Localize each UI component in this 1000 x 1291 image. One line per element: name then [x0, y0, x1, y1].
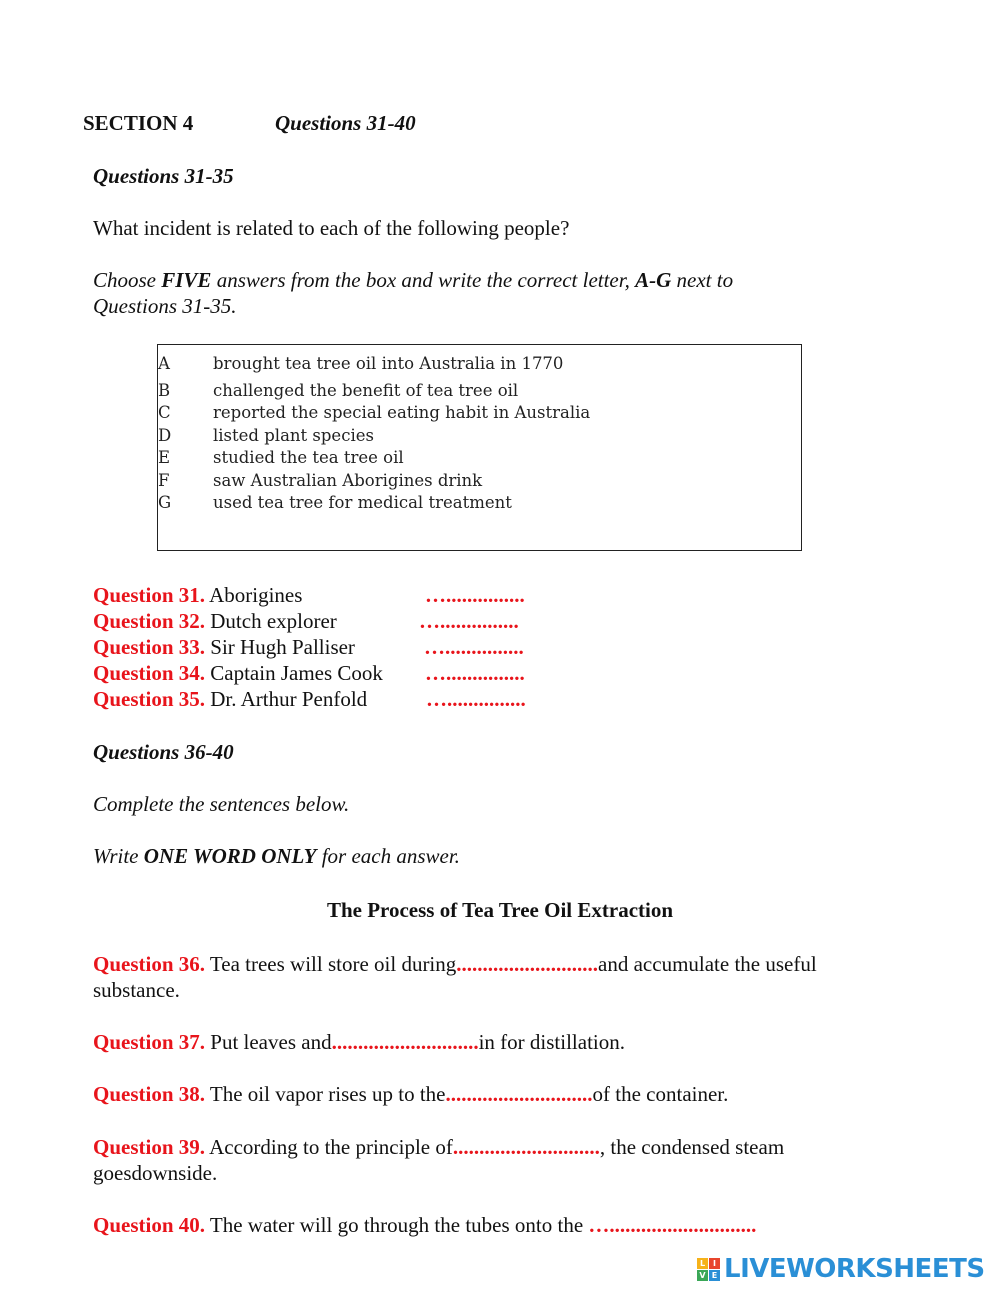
part1-instruction: Choose FIVE answers from the box and write the correct letter, A-G next to: [93, 268, 734, 292]
answer-blank-34[interactable]: …...............: [425, 661, 525, 685]
question-40: Question 40. The water will go through the tubes onto the …............................: [93, 1213, 757, 1237]
question-36-line2: substance.: [93, 978, 180, 1002]
question-39: Question 39. According to the principle of............................, the condensed steam: [93, 1135, 785, 1159]
part1-prompt: What incident is related to each of the following people?: [93, 216, 570, 240]
answer-blank-40[interactable]: …............................: [588, 1213, 757, 1237]
part2-heading: Questions 36-40: [93, 740, 234, 764]
answer-blank-37[interactable]: ............................: [331, 1030, 479, 1054]
part2-instruction2: Write ONE WORD ONLY for each answer.: [93, 844, 460, 868]
logo-tiles-icon: L I V E: [697, 1258, 720, 1281]
answer-blank-32[interactable]: …...............: [419, 609, 519, 633]
answer-blank-39[interactable]: ............................: [452, 1135, 600, 1159]
liveworksheets-logo: [697, 1254, 985, 1284]
question-35: Question 35. Dr. Arthur Penfold: [93, 687, 368, 711]
logo-text: LIVEWORKSHEETS: [724, 1254, 985, 1284]
questions-range: Questions 31-40: [275, 111, 416, 135]
question-37: Question 37. Put leaves and............................in for distillation.: [93, 1030, 625, 1054]
part2-instruction1: Complete the sentences below.: [93, 792, 350, 816]
process-title: The Process of Tea Tree Oil Extraction: [326, 898, 674, 922]
part1-heading: Questions 31-35: [93, 164, 234, 188]
question-33: Question 33. Sir Hugh Palliser: [93, 635, 355, 659]
section-title: SECTION 4: [83, 111, 194, 135]
question-36: Question 36. Tea trees will store oil during...........................and accumulate the useful: [93, 952, 817, 976]
answer-blank-36[interactable]: ...........................: [456, 952, 599, 976]
question-39-line2: goesdownside.: [93, 1161, 218, 1185]
answer-blank-38[interactable]: ............................: [445, 1082, 593, 1106]
question-31: Question 31. Aborigines: [93, 583, 303, 607]
question-32: Question 32. Dutch explorer: [93, 609, 337, 633]
answer-blank-35[interactable]: …...............: [426, 687, 526, 711]
answer-blank-31[interactable]: …...............: [425, 583, 525, 607]
part1-instruction-line2: Questions 31-35.: [93, 294, 237, 318]
question-34: Question 34. Captain James Cook: [93, 661, 383, 685]
answer-blank-33[interactable]: …...............: [424, 635, 524, 659]
question-38: Question 38. The oil vapor rises up to the............................of the container.: [93, 1082, 729, 1106]
